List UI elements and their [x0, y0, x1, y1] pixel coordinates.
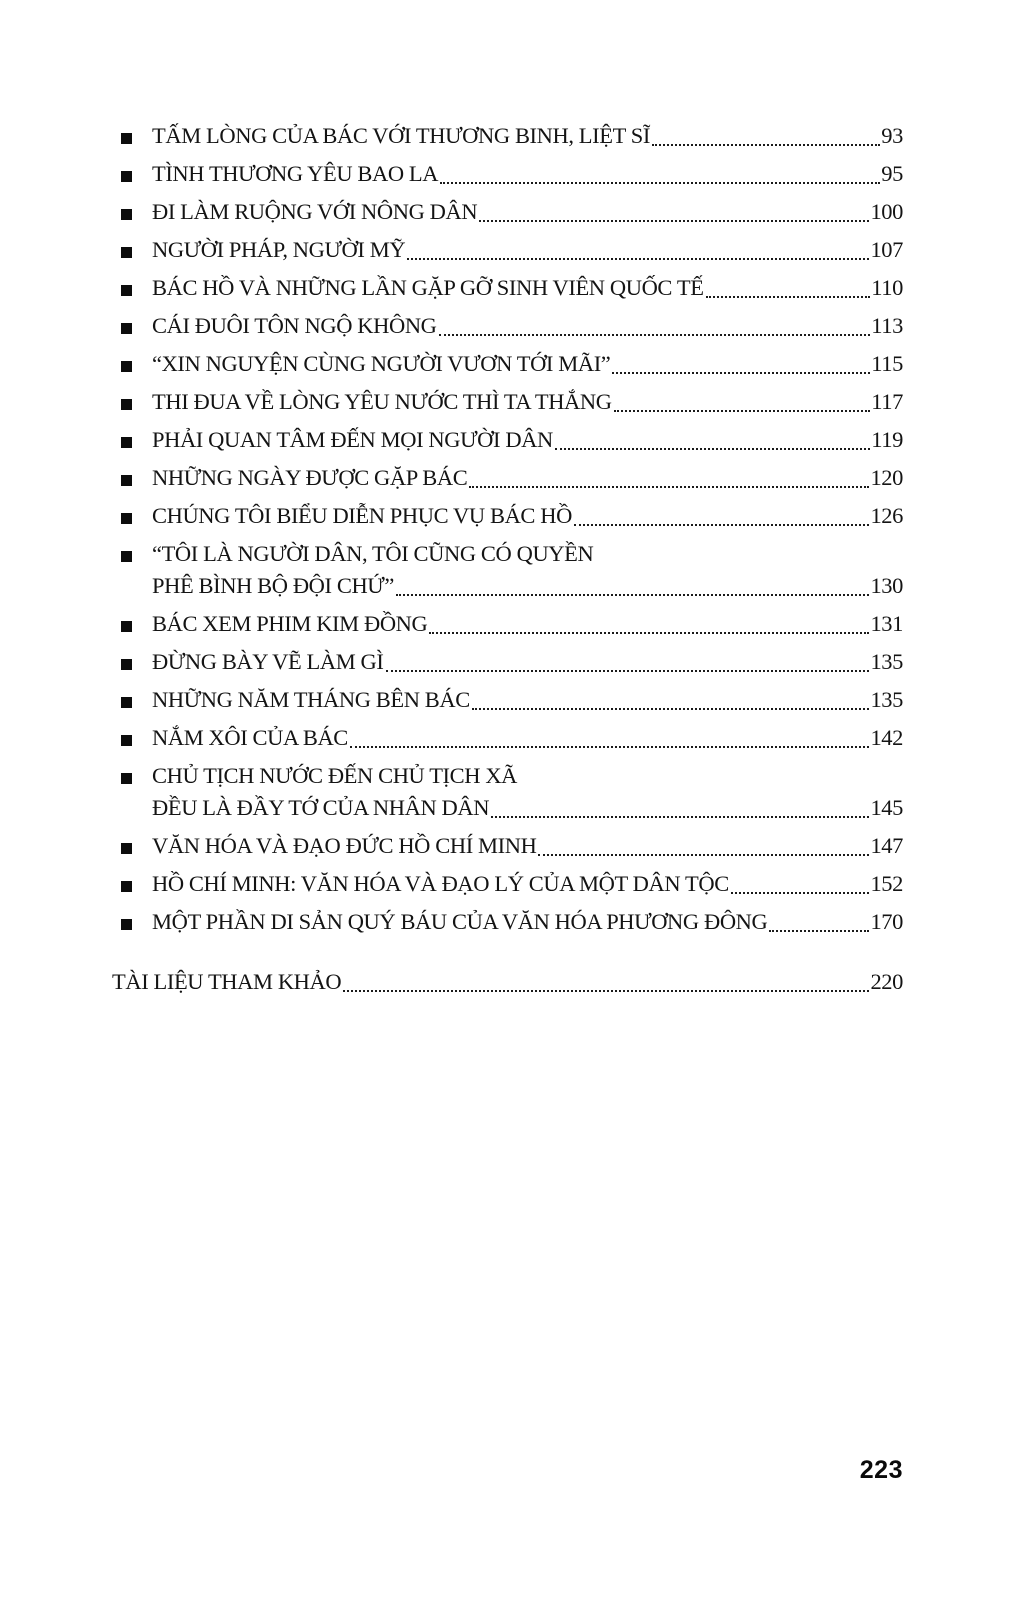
dotted-leader — [574, 524, 869, 526]
bullet-square-icon — [121, 881, 132, 892]
dotted-leader — [538, 854, 869, 856]
toc-entry-body — [152, 462, 903, 494]
toc-entry — [112, 424, 903, 456]
toc-entry — [112, 234, 903, 266]
toc-entry — [112, 310, 903, 342]
toc-entry-line — [152, 310, 903, 342]
bullet-cell — [112, 348, 152, 380]
toc-entry-page: 170 — [870, 909, 903, 934]
toc-entry-line — [152, 348, 903, 380]
toc-entry-title: MỘT PHẦN DI SẢN QUÝ BÁU CỦA VĂN HÓA PHƯƠNG ĐÔNG — [152, 909, 768, 934]
dotted-leader — [479, 220, 869, 222]
bullet-cell — [112, 196, 152, 228]
bullet-cell — [112, 120, 152, 152]
toc-entry — [112, 684, 903, 716]
toc-entry-page: 93 — [881, 123, 903, 148]
bullet-square-icon — [121, 171, 132, 182]
toc-entry — [112, 158, 903, 190]
bullet-cell — [112, 158, 152, 190]
references-label: TÀI LIỆU THAM KHẢO — [112, 969, 342, 994]
toc-entry — [112, 608, 903, 640]
bullet-cell — [112, 722, 152, 754]
bullet-cell — [112, 684, 152, 716]
toc-entry-title: NHỮNG NĂM THÁNG BÊN BÁC — [152, 687, 470, 712]
bullet-cell — [112, 538, 152, 602]
dotted-leader — [612, 372, 870, 374]
toc-entry-line — [152, 500, 903, 532]
toc-entry-page: 117 — [871, 389, 903, 414]
bullet-square-icon — [121, 773, 132, 784]
toc-entry-body — [152, 608, 903, 640]
toc-entry-body — [152, 760, 903, 824]
toc-entry-title: CHỦ TỊCH NƯỚC ĐẾN CHỦ TỊCH XÃ — [152, 763, 518, 788]
bullet-cell — [112, 868, 152, 900]
toc-entry-body — [152, 120, 903, 152]
toc-entry-line — [152, 760, 903, 792]
bullet-square-icon — [121, 247, 132, 258]
bullet-square-icon — [121, 513, 132, 524]
toc-entry — [112, 386, 903, 418]
toc-entry-page: 107 — [870, 237, 903, 262]
dotted-leader — [439, 334, 871, 336]
toc-entry-page: 110 — [871, 275, 903, 300]
page-number: 223 — [859, 1456, 903, 1484]
toc-entry-line — [152, 234, 903, 266]
toc-entry-line — [152, 196, 903, 228]
toc-entry-line — [152, 272, 903, 304]
toc-references-line — [112, 966, 903, 998]
toc-entry-title: THI ĐUA VỀ LÒNG YÊU NƯỚC THÌ TA THẮNG — [152, 389, 612, 414]
bullet-square-icon — [121, 133, 132, 144]
toc-entry-body — [152, 722, 903, 754]
toc-entry-page: 142 — [870, 725, 903, 750]
toc-entry-line — [152, 906, 903, 938]
bullet-cell — [112, 424, 152, 456]
toc-entry-page: 152 — [870, 871, 903, 896]
bullet-square-icon — [121, 919, 132, 930]
toc-entry-body — [152, 272, 903, 304]
bullet-cell — [112, 500, 152, 532]
toc-entry — [112, 906, 903, 938]
bullet-square-icon — [121, 735, 132, 746]
toc-entry-line — [152, 538, 903, 570]
bullet-square-icon — [121, 475, 132, 486]
toc-entry-line — [152, 462, 903, 494]
toc-entry-body — [152, 348, 903, 380]
toc-entry-title: BÁC HỒ VÀ NHỮNG LẦN GẶP GỠ SINH VIÊN QUỐC TẾ — [152, 275, 704, 300]
toc-entry — [112, 120, 903, 152]
toc-entry — [112, 646, 903, 678]
toc-entry-page: 95 — [881, 161, 903, 186]
bullet-cell — [112, 272, 152, 304]
toc-entry-body — [152, 500, 903, 532]
toc-entry — [112, 868, 903, 900]
toc-entry-page: 115 — [871, 351, 903, 376]
toc-entry-line — [152, 424, 903, 456]
toc-entry — [112, 272, 903, 304]
references-page: 220 — [870, 969, 903, 994]
toc-entry-title: ĐỀU LÀ ĐẦY TỚ CỦA NHÂN DÂN — [152, 795, 490, 820]
toc-list — [112, 120, 903, 1004]
toc-entry-title: NHỮNG NGÀY ĐƯỢC GẶP BÁC — [152, 465, 468, 490]
toc-entry-body — [152, 830, 903, 862]
toc-entry-title: CÁI ĐUÔI TÔN NGỘ KHÔNG — [152, 313, 437, 338]
toc-entry-body — [152, 234, 903, 266]
toc-entry-page: 120 — [870, 465, 903, 490]
toc-entry-body — [152, 646, 903, 678]
bullet-cell — [112, 760, 152, 824]
toc-entry-title: HỒ CHÍ MINH: VĂN HÓA VÀ ĐẠO LÝ CỦA MỘT DÂN TỘC — [152, 871, 729, 896]
toc-entry-title: TẤM LÒNG CỦA BÁC VỚI THƯƠNG BINH, LIỆT SĨ — [152, 123, 650, 148]
bullet-square-icon — [121, 209, 132, 220]
bullet-cell — [112, 906, 152, 938]
bullet-square-icon — [121, 659, 132, 670]
bullet-square-icon — [121, 843, 132, 854]
toc-entry — [112, 722, 903, 754]
bullet-square-icon — [121, 437, 132, 448]
toc-entry-title: PHÊ BÌNH BỘ ĐỘI CHỨ” — [152, 573, 394, 598]
bullet-square-icon — [121, 285, 132, 296]
bullet-square-icon — [121, 361, 132, 372]
toc-entry-line — [152, 608, 903, 640]
toc-entry-line — [152, 868, 903, 900]
toc-entry-title: NẮM XÔI CỦA BÁC — [152, 725, 348, 750]
toc-entry-body — [152, 906, 903, 938]
toc-entry-line — [152, 792, 903, 824]
toc-entry-line — [152, 646, 903, 678]
toc-entry-title: TÌNH THƯƠNG YÊU BAO LA — [152, 161, 439, 186]
toc-entry — [112, 760, 903, 824]
dotted-leader — [769, 930, 869, 932]
dotted-leader — [614, 410, 871, 412]
toc-entry-title: CHÚNG TÔI BIỂU DIỄN PHỤC VỤ BÁC HỒ — [152, 503, 572, 528]
toc-entry-body — [152, 424, 903, 456]
bullet-square-icon — [121, 551, 132, 562]
bullet-cell — [112, 310, 152, 342]
dotted-leader — [491, 816, 869, 818]
toc-entry-title: VĂN HÓA VÀ ĐẠO ĐỨC HỒ CHÍ MINH — [152, 833, 537, 858]
toc-entry-body — [152, 868, 903, 900]
dotted-leader — [469, 486, 869, 488]
toc-entry-body — [152, 386, 903, 418]
bullet-cell — [112, 646, 152, 678]
toc-entry — [112, 196, 903, 228]
toc-entry-body — [152, 310, 903, 342]
toc-entry-page: 145 — [870, 795, 903, 820]
toc-references-body — [112, 966, 903, 998]
toc-entry-title: ĐI LÀM RUỘNG VỚI NÔNG DÂN — [152, 199, 478, 224]
toc-entry — [112, 538, 903, 602]
toc-entry-page: 100 — [870, 199, 903, 224]
toc-entry — [112, 462, 903, 494]
toc-entry-line — [152, 684, 903, 716]
dotted-leader — [429, 632, 869, 634]
toc-entry-title: “XIN NGUYỆN CÙNG NGƯỜI VƯƠN TỚI MÃI” — [152, 351, 611, 376]
toc-entry-line — [152, 830, 903, 862]
toc-entry-line — [152, 570, 903, 602]
toc-entry-body — [152, 684, 903, 716]
dotted-leader — [472, 708, 870, 710]
toc-entry-line — [152, 386, 903, 418]
toc-entry-title: NGƯỜI PHÁP, NGƯỜI MỸ — [152, 237, 406, 262]
toc-entry-title: “TÔI LÀ NGƯỜI DÂN, TÔI CŨNG CÓ QUYỀN — [152, 541, 594, 566]
bullet-cell — [112, 234, 152, 266]
toc-entry — [112, 830, 903, 862]
toc-entry-page: 135 — [870, 687, 903, 712]
toc-entry-page: 119 — [871, 427, 903, 452]
toc-entry-page: 113 — [871, 313, 903, 338]
bullet-square-icon — [121, 621, 132, 632]
toc-entry-body — [152, 158, 903, 190]
toc-entry — [112, 500, 903, 532]
bullet-square-icon — [121, 323, 132, 334]
bullet-cell — [112, 830, 152, 862]
dotted-leader — [386, 670, 870, 672]
toc-entry-line — [152, 158, 903, 190]
toc-entry-title: BÁC XEM PHIM KIM ĐỒNG — [152, 611, 428, 636]
dotted-leader — [555, 448, 870, 450]
bullet-cell — [112, 608, 152, 640]
dotted-leader — [396, 594, 869, 596]
toc-entry-body — [152, 196, 903, 228]
toc-entry-line — [152, 120, 903, 152]
dotted-leader — [343, 990, 869, 992]
dotted-leader — [652, 144, 880, 146]
bullet-square-icon — [121, 697, 132, 708]
dotted-leader — [731, 892, 870, 894]
toc-entry-page: 135 — [870, 649, 903, 674]
toc-entry — [112, 348, 903, 380]
bullet-cell — [112, 462, 152, 494]
dotted-leader — [350, 746, 870, 748]
toc-references — [112, 966, 903, 998]
dotted-leader — [706, 296, 871, 298]
toc-entry-page: 126 — [870, 503, 903, 528]
toc-entry-page: 131 — [870, 611, 903, 636]
bullet-square-icon — [121, 399, 132, 410]
dotted-leader — [440, 182, 880, 184]
toc-entry-body — [152, 538, 903, 602]
toc-entry-line — [152, 722, 903, 754]
toc-entry-title: ĐỪNG BÀY VẼ LÀM GÌ — [152, 649, 384, 674]
bullet-cell — [112, 386, 152, 418]
dotted-leader — [407, 258, 869, 260]
toc-entry-page: 147 — [870, 833, 903, 858]
toc-entry-title: PHẢI QUAN TÂM ĐẾN MỌI NGƯỜI DÂN — [152, 427, 553, 452]
toc-entry-page: 130 — [870, 573, 903, 598]
